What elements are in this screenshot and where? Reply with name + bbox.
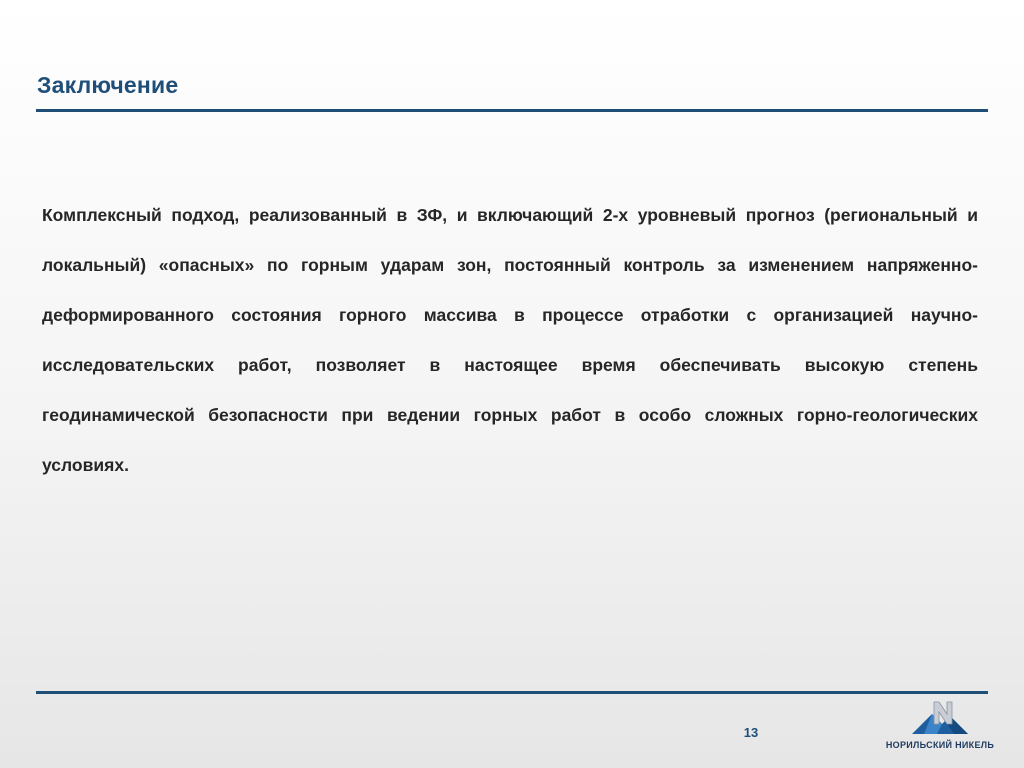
company-logo xyxy=(880,700,1000,760)
nornickel-logo-icon xyxy=(910,700,970,736)
footer-divider xyxy=(36,691,988,694)
conclusion-paragraph: Комплексный подход, реализованный в ЗФ, и включающий 2-х уровневый прогноз (региональный и локальный) «опасных» по горным ударам зон, постоянный контроль за изменением напряженно-деформированного состояния горного массива в процессе отработки с организацией научно-исследовательских работ, позволяет в настоящее время обеспечивать высокую степень геодинамической безопасности при ведении горных работ в особо сложных горно-геологических условиях. xyxy=(42,205,978,475)
page-number: 13 xyxy=(743,725,759,740)
slide-title: Заключение xyxy=(37,72,179,98)
title-divider xyxy=(36,109,988,112)
logo-text: НОРИЛЬСКИЙ НИКЕЛЬ xyxy=(885,740,995,750)
